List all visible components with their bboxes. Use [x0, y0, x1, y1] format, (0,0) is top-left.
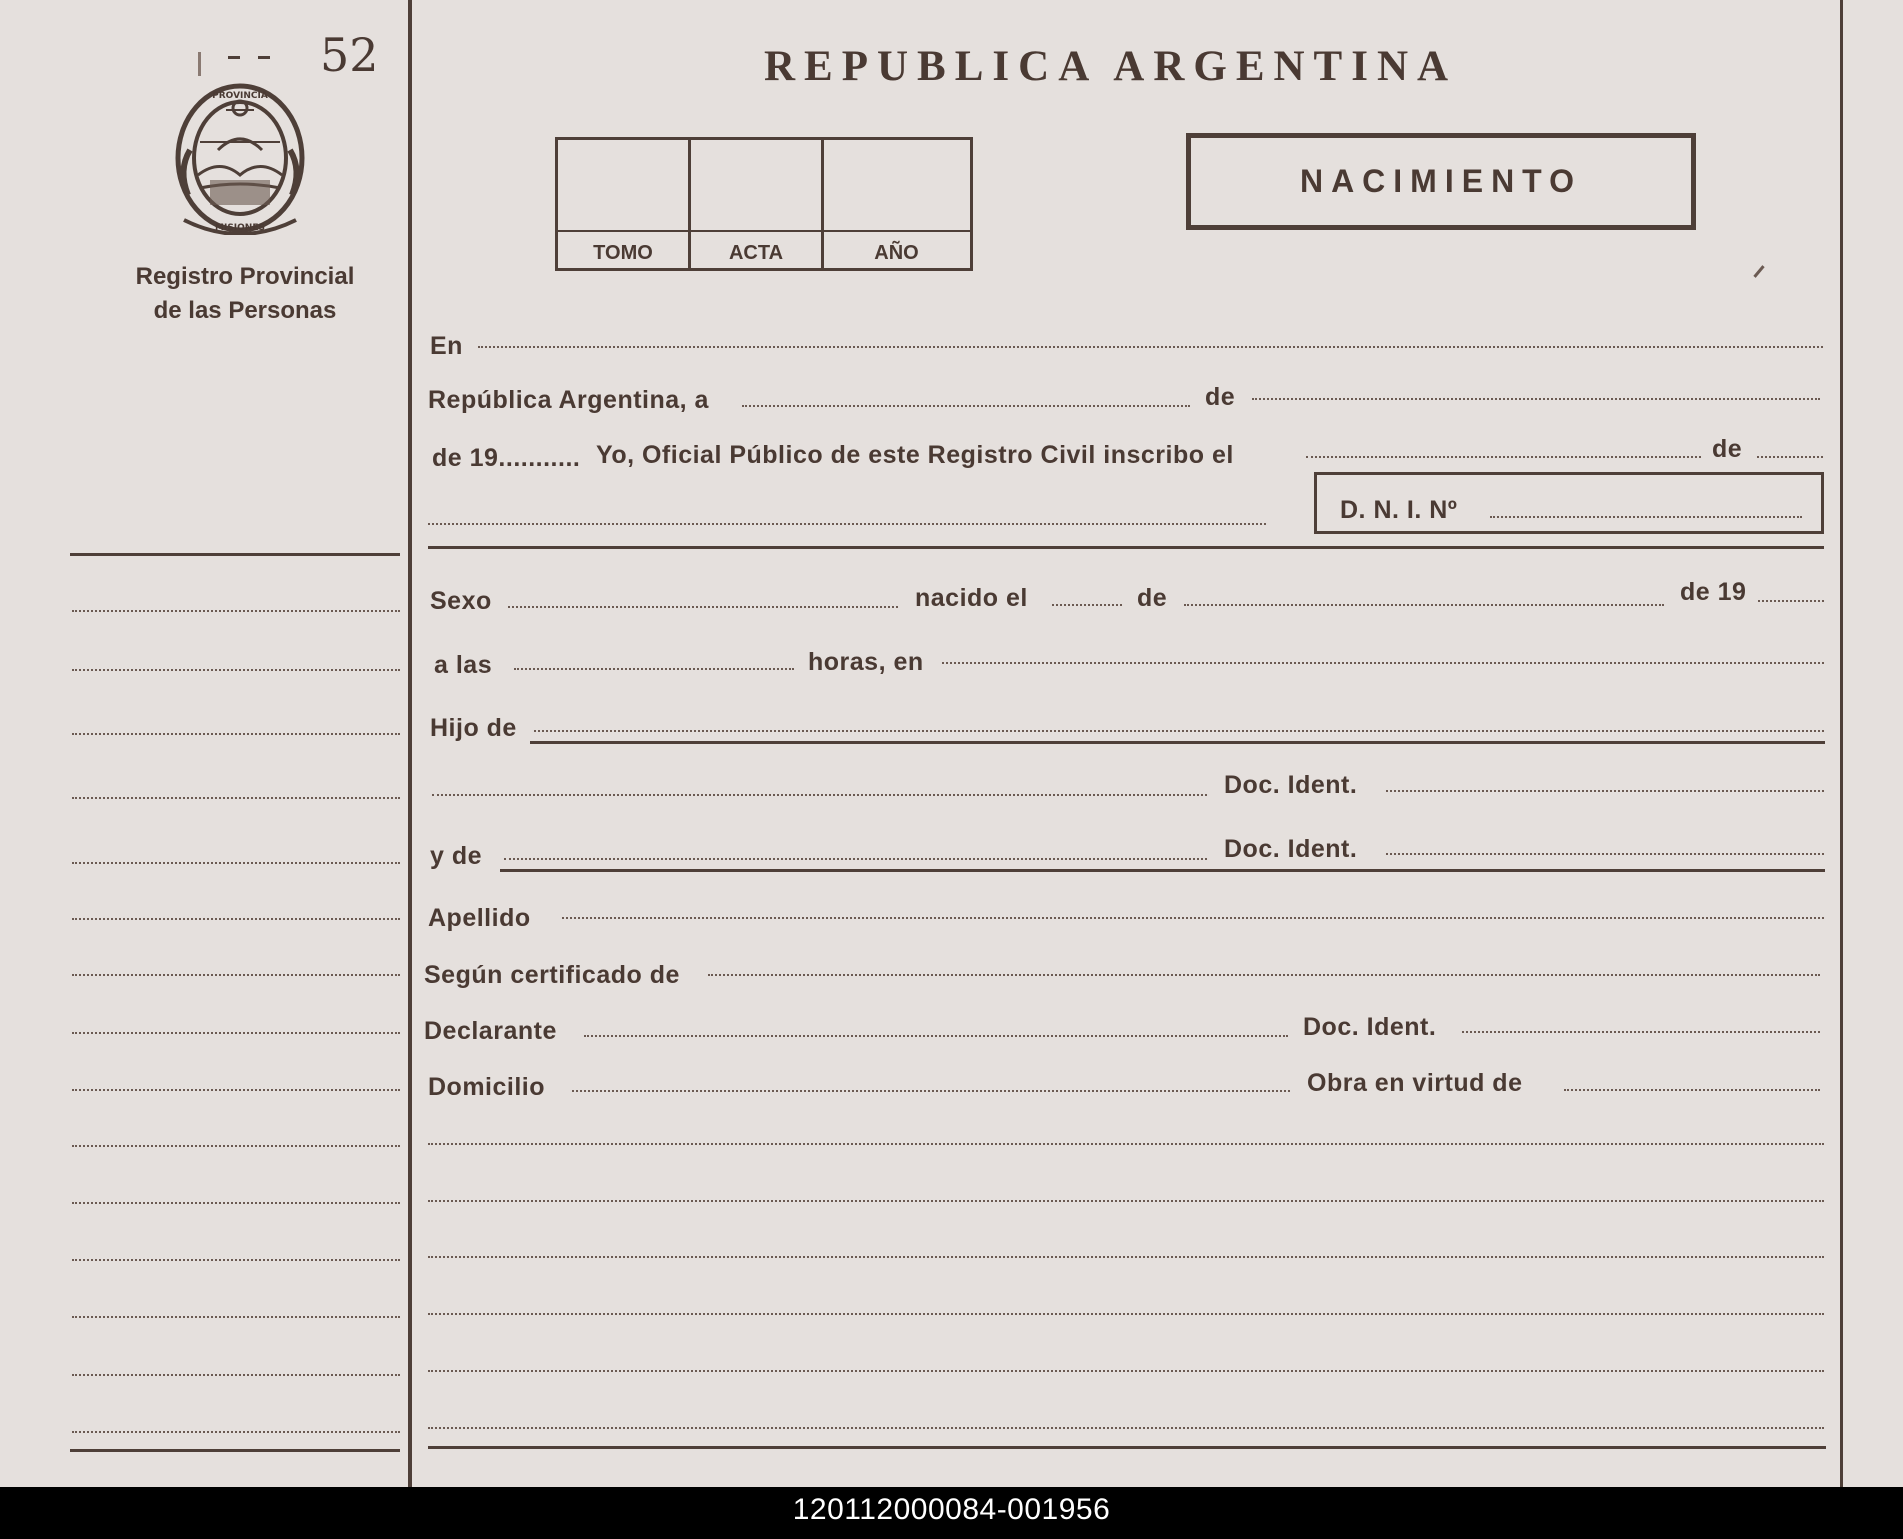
label-domicilio: Domicilio — [428, 1073, 546, 1101]
ano-label: AÑO — [874, 242, 919, 264]
separator-madre — [500, 869, 1825, 872]
field-declarante-doc[interactable] — [1462, 1031, 1820, 1033]
svg-text:PROVINCIA: PROVINCIA — [212, 91, 268, 101]
label-sexo: Sexo — [430, 587, 492, 615]
field-de-2[interactable] — [1757, 456, 1823, 458]
margin-line-2[interactable] — [72, 669, 400, 671]
field-notes-line-6[interactable] — [428, 1427, 1824, 1429]
margin-line-13[interactable] — [72, 1316, 400, 1318]
field-madre-doc[interactable] — [1386, 853, 1824, 855]
record-type-label: NACIMIENTO — [1299, 163, 1583, 199]
label-nacido-el: nacido el — [915, 584, 1028, 612]
serial-number: 52 — [320, 28, 379, 82]
field-padre-continuacion[interactable] — [432, 794, 1207, 796]
registry-name — [110, 260, 380, 328]
margin-line-11[interactable] — [72, 1202, 400, 1204]
label-en: En — [430, 332, 463, 360]
field-notes-line-3[interactable] — [428, 1256, 1824, 1258]
margin-line-6[interactable] — [72, 918, 400, 920]
margin-line-5[interactable] — [72, 862, 400, 864]
field-dni[interactable] — [1490, 516, 1802, 518]
label-doc-ident-3: Doc. Ident. — [1303, 1013, 1437, 1041]
label-dni: D. N. I. Nº — [1340, 496, 1458, 524]
margin-line-4[interactable] — [72, 797, 400, 799]
pen-mark — [1753, 265, 1764, 278]
field-padre[interactable] — [534, 730, 1824, 732]
label-de-2: de — [1712, 435, 1743, 463]
margin-line-12[interactable] — [72, 1259, 400, 1261]
field-notes-line-1[interactable] — [428, 1143, 1824, 1145]
registry-name-line1: Registro Provincial — [135, 263, 355, 290]
label-horas-en: horas, en — [808, 648, 924, 676]
field-lugar-nacimiento[interactable] — [942, 662, 1824, 664]
separator-left-top — [70, 553, 400, 556]
label-doc-ident-2: Doc. Ident. — [1224, 835, 1358, 863]
field-sexo[interactable] — [508, 606, 898, 608]
field-declarante[interactable] — [584, 1035, 1288, 1037]
field-padre-doc[interactable] — [1386, 790, 1824, 792]
separator-main-bottom — [428, 1446, 1826, 1449]
serial-prefix-marks — [198, 52, 288, 58]
label-apellido: Apellido — [428, 904, 531, 932]
tomo-label: TOMO — [593, 242, 653, 264]
field-mes[interactable] — [1252, 398, 1820, 400]
field-certificado[interactable] — [708, 974, 1820, 976]
field-en[interactable] — [478, 346, 1823, 348]
field-nacido-mes[interactable] — [1184, 604, 1664, 606]
label-yo-oficial: Yo, Oficial Público de este Registro Civil inscribo el — [596, 441, 1234, 469]
field-nacido-ano[interactable] — [1758, 600, 1824, 602]
provincial-seal-icon — [170, 80, 310, 235]
label-declarante: Declarante — [424, 1017, 557, 1045]
label-obra-en-virtud: Obra en virtud de — [1307, 1069, 1523, 1097]
record-type-box — [1186, 133, 1696, 230]
svg-text:MISIONES: MISIONES — [215, 223, 265, 233]
label-de-1: de — [1205, 383, 1236, 411]
label-segun-certificado: Según certificado de — [424, 961, 680, 989]
separator-main-top — [428, 546, 1824, 549]
margin-line-9[interactable] — [72, 1089, 400, 1091]
field-nombre[interactable] — [428, 523, 1266, 525]
margin-line-14[interactable] — [72, 1374, 400, 1376]
field-madre[interactable] — [504, 858, 1207, 860]
record-number-box — [555, 137, 973, 271]
registry-name-line2: de las Personas — [153, 297, 337, 324]
label-de-3: de — [1137, 584, 1168, 612]
field-notes-line-5[interactable] — [428, 1370, 1824, 1372]
left-column-divider — [408, 0, 412, 1487]
field-obra-en-virtud[interactable] — [1564, 1089, 1820, 1091]
field-nacido-dia[interactable] — [1052, 604, 1122, 606]
margin-line-1[interactable] — [72, 610, 400, 612]
label-a-las: a las — [434, 651, 493, 679]
acta-label: ACTA — [728, 242, 784, 264]
label-republica: República Argentina, a — [428, 386, 709, 414]
right-page-border — [1840, 0, 1843, 1487]
field-notes-line-4[interactable] — [428, 1313, 1824, 1315]
country-title: REPUBLICA ARGENTINA — [764, 43, 1458, 90]
field-domicilio[interactable] — [572, 1090, 1290, 1092]
field-hora[interactable] — [514, 668, 794, 670]
margin-line-8[interactable] — [72, 1032, 400, 1034]
label-hijo-de: Hijo de — [430, 714, 517, 742]
separator-padre — [530, 741, 1825, 744]
margin-line-10[interactable] — [72, 1145, 400, 1147]
label-doc-ident-1: Doc. Ident. — [1224, 771, 1358, 799]
document-id: 120112000084-001956 — [792, 1493, 1111, 1526]
field-inscribo[interactable] — [1306, 456, 1701, 458]
field-apellido[interactable] — [562, 917, 1824, 919]
field-notes-line-2[interactable] — [428, 1200, 1824, 1202]
label-y-de: y de — [430, 842, 483, 870]
margin-line-3[interactable] — [72, 733, 400, 735]
field-dia[interactable] — [742, 405, 1190, 407]
label-de-19: de 19........... — [432, 444, 581, 472]
margin-line-15[interactable] — [72, 1431, 400, 1433]
label-de-19-b: de 19 — [1680, 578, 1747, 606]
separator-left-bottom — [70, 1449, 400, 1452]
margin-line-7[interactable] — [72, 974, 400, 976]
